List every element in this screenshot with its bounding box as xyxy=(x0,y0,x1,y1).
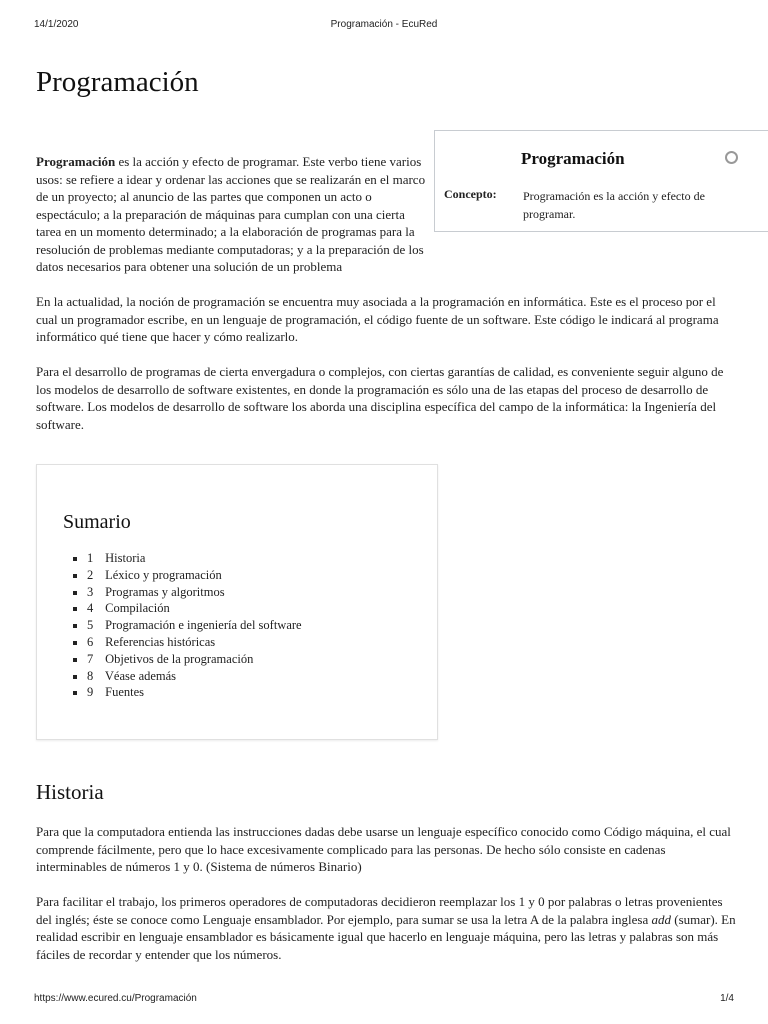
toc-link[interactable]: Referencias históricas xyxy=(105,634,216,649)
intro-text: es la acción y efecto de programar. Este verbo tiene varios usos: se refiere a idear y ordenar las acciones que se realizarán en el marco de un proyecto; al anuncio de las partes que componen un acto o espectáculo; a la preparación de máquinas para cumplan con una cierta tarea en un momento determinado; a la elaboración de programas para la resolución de problemas mediante computadoras; y a la preparación de los datos necesarios para obtener una solución de un problema xyxy=(36,154,426,274)
paragraph: Para que la computadora entienda las instrucciones dadas debe usarse un lenguaje específico conocido como Código máquina, el cual comprende fácilmente, pero que lo hace excesivamente complicado para las personas. De hecho sólo consiste en cadenas interminables de números 1 y 0. (Sistema de números Binario) xyxy=(36,824,731,874)
toc-link[interactable]: Programación e ingeniería del software xyxy=(105,618,302,633)
infobox-value: Programación es la acción y efecto de programar. xyxy=(523,189,705,221)
toc-item[interactable] xyxy=(87,567,302,584)
paragraph: Para el desarrollo de programas de cierta envergadura o complejos, con ciertas garantías de calidad, es conveniente seguir alguno de los modelos de desarrollo de software existentes, en donde la programación es sólo una de las etapas del proceso de desarrollo de software. Los modelos de desarrollo de software los aborda una disciplina específica del campo de la informática: la Ingeniería del software. xyxy=(36,364,724,432)
toc-link[interactable]: Programas y algoritmos xyxy=(105,584,225,599)
toc-link[interactable]: Historia xyxy=(105,551,146,565)
table-of-contents xyxy=(36,464,438,740)
toc-item[interactable] xyxy=(87,550,302,567)
paragraph: En la actualidad, la noción de programación se encuentra muy asociada a la programación en informática. Este es el proceso por el cual un programador escribe, en un lenguaje de programación, el código fuente de un software. Este código le indicará al programa informático qué tiene que hacer y cómo realizarlo. xyxy=(36,294,719,344)
toc-number: 2 xyxy=(87,567,94,582)
toc-list xyxy=(63,550,302,701)
toc-item[interactable] xyxy=(87,600,302,617)
print-date: 14/1/2020 xyxy=(34,19,79,30)
toc-link[interactable]: Véase además xyxy=(104,668,177,683)
toc-item[interactable] xyxy=(87,651,302,668)
toc-title: Sumario xyxy=(63,511,131,533)
infobox-label: Concepto: xyxy=(444,187,497,201)
toc-number: 8 xyxy=(87,668,94,683)
toc-number: 9 xyxy=(87,685,94,700)
toc-number: 1 xyxy=(87,551,94,565)
page-title: Programación xyxy=(36,66,199,98)
emphasis-text: add xyxy=(651,911,671,927)
toc-link[interactable]: Objetivos de la programación xyxy=(105,651,254,666)
toc-link[interactable]: Léxico y programación xyxy=(105,567,222,582)
toc-number: 3 xyxy=(87,584,94,599)
toc-link[interactable]: Fuentes xyxy=(105,685,145,700)
print-url: https://www.ecured.cu/Programación xyxy=(34,993,197,1004)
section-heading-historia: Historia xyxy=(36,780,104,804)
toc-number: 5 xyxy=(87,618,94,633)
print-title: Programación - EcuRed xyxy=(330,19,438,30)
toc-number: 4 xyxy=(87,601,94,616)
toc-item[interactable] xyxy=(87,584,302,601)
toc-number: 6 xyxy=(87,634,94,649)
intro-paragraph xyxy=(36,153,736,276)
toc-item[interactable] xyxy=(87,617,302,634)
intro-bold: Programación xyxy=(36,154,116,169)
toc-item[interactable] xyxy=(87,634,302,651)
paragraph-text: Para facilitar el trabajo, los primeros operadores de computadoras decidieron reemplazar los 1 y 0 por palabras o letras provenientes del inglés; éste se conoce como Lenguaje ensamblador. Por ejemplo, para sumar se usa la letra A de la palabra inglesa xyxy=(36,894,723,927)
toc-item[interactable] xyxy=(87,684,302,701)
toc-number: 7 xyxy=(87,651,94,666)
infobox-wrap-spacer xyxy=(426,153,736,241)
paragraph xyxy=(36,893,736,963)
toc-item[interactable] xyxy=(87,668,302,685)
page-number: 1/4 xyxy=(720,993,734,1004)
infobox-title: Programación xyxy=(521,149,625,168)
paragraph-text: (sumar). En realidad escribir en lenguaje ensamblador es básicamente igual que hacerlo en lenguaje máquina, pero las letras y palabras son más fáciles de recordar y entender que los números. xyxy=(36,911,736,962)
toc-link[interactable]: Compilación xyxy=(105,601,170,616)
